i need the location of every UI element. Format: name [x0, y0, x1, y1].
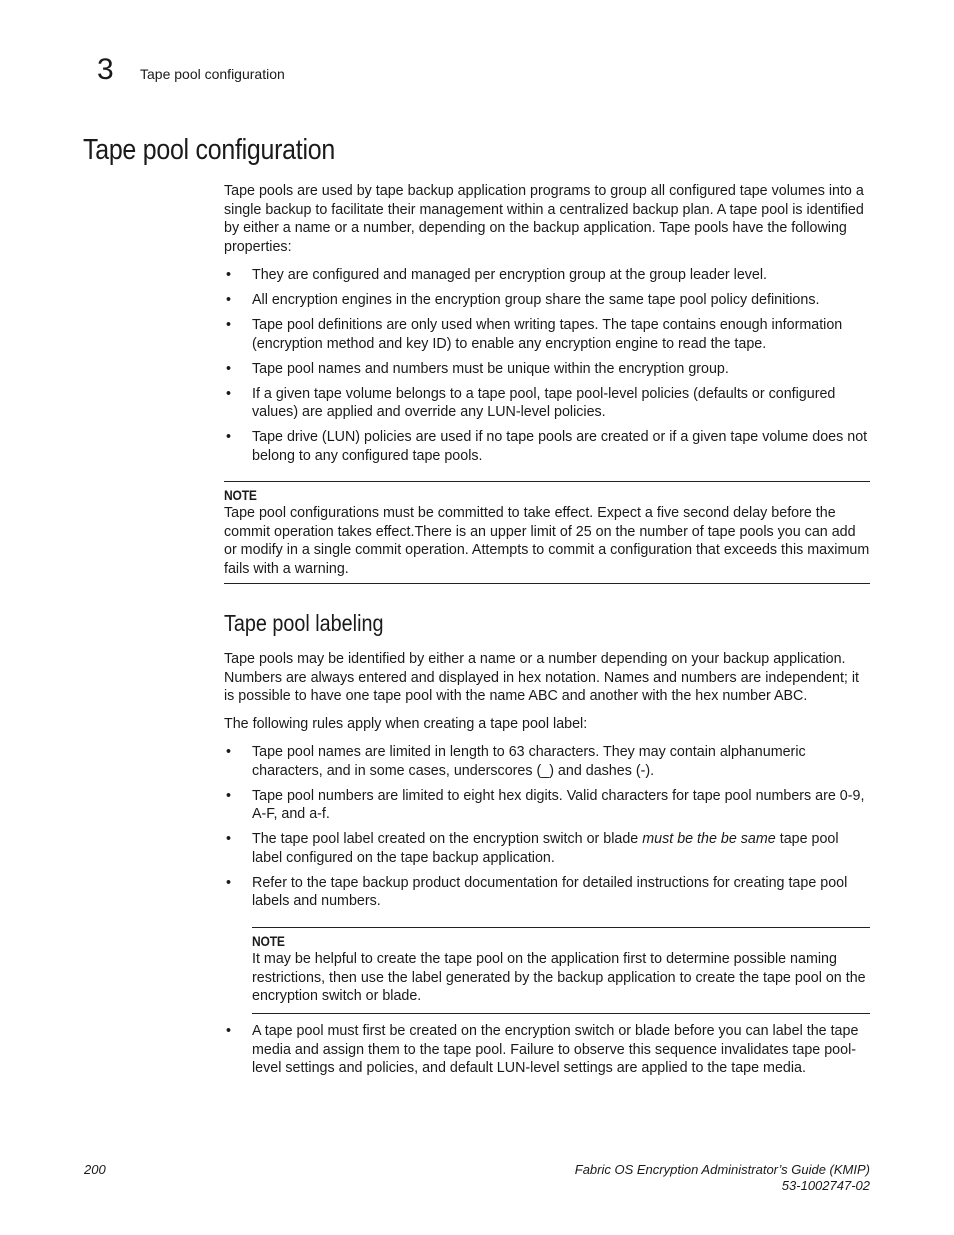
page-number: 200	[84, 1162, 106, 1177]
bullet-icon: •	[226, 291, 232, 308]
section-intro: Tape pools are used by tape backup application programs to group all configured tape volumes into a single backup to facilitate their management within a centralized backup plan. A tape pool is identified by either a name or a number, depending on the backup application. Tape pools have the following properties:	[224, 183, 864, 255]
bullet-icon: •	[226, 744, 232, 760]
rules-list-continued	[224, 1022, 872, 1078]
subsection-title: Tape pool labeling	[224, 610, 384, 636]
note-box	[252, 927, 870, 1014]
bullet-icon: •	[226, 874, 232, 891]
bullet-icon: •	[226, 360, 232, 377]
bullet-icon: •	[226, 831, 232, 848]
list-item: • Tape pool names and numbers must be unique within the encryption group.	[226, 360, 729, 377]
list-item: • The tape pool label created on the encryption switch or blade must be the be same tape pool label configured on the tape backup application.	[226, 831, 839, 866]
note-text: Tape pool configurations must be committed to take effect. Expect a five second delay before the commit operation takes effect.There is an upper limit of 25 on the number of tape pools you can add or modify in a single commit operation. Attempts to commit a configuration that exceeds this maximum fails with a warning.	[224, 505, 870, 577]
doc-title: Fabric OS Encryption Administrator’s Guide (KMIP)	[574, 1162, 870, 1177]
bullet-icon: •	[226, 316, 232, 333]
list-item: • If a given tape volume belongs to a tape pool, tape pool-level policies (defaults or configured values) are applied and override any LUN-level policies.	[226, 385, 836, 421]
note-text: It may be helpful to create the tape pool on the application first to determine possible naming restrictions, then use the label generated by the backup application to create the tape pool on the encryption switch or blade.	[252, 951, 866, 1005]
list-item: • Tape pool definitions are only used when writing tapes. The tape contains enough information (encryption method and key ID) to enable any encryption engine to read the tape.	[226, 316, 843, 352]
list-item: • Refer to the tape backup product documentation for detailed instructions for creating tape pool labels and numbers.	[226, 874, 848, 910]
running-head: Tape pool configuration	[140, 66, 285, 82]
chapter-number: 3	[97, 53, 114, 86]
list-item: • All encryption engines in the encryption group share the same tape pool policy definitions.	[226, 291, 820, 308]
footer-doc-info	[575, 1162, 870, 1194]
bullet-icon: •	[226, 1023, 232, 1039]
list-item: • Tape pool numbers are limited to eight hex digits. Valid characters for tape pool numbers are 0-9, A-F, and a-f.	[226, 787, 865, 823]
rules-intro: The following rules apply when creating a tape pool label:	[224, 716, 588, 732]
subsection-intro: Tape pools may be identified by either a name or a number depending on your backup application. Numbers are always entered and displayed in hex notation. Names and numbers are independent; it is possible to have one tape pool with the name ABC and another with the hex number ABC.	[224, 651, 860, 705]
note-label: NOTE	[252, 933, 285, 949]
rules-list	[224, 743, 872, 911]
bullet-icon: •	[226, 267, 232, 283]
bullet-icon: •	[226, 429, 232, 446]
page-title: Tape pool configuration	[83, 134, 335, 166]
doc-number: 53-1002747-02	[781, 1178, 870, 1193]
properties-list	[224, 266, 872, 465]
note-label: NOTE	[224, 487, 257, 503]
list-item: • Tape pool names are limited in length to 63 characters. They may contain alphanumeric characters, and in some cases, underscores (_) and dashes (-).	[226, 744, 806, 779]
list-item: • Tape drive (LUN) policies are used if no tape pools are created or if a given tape volume does not belong to any configured tape pools.	[226, 429, 868, 464]
list-item: • They are configured and managed per encryption group at the group leader level.	[226, 267, 768, 283]
note-box	[224, 481, 870, 584]
bullet-icon: •	[226, 787, 232, 804]
emphasis-text: must be the be same	[642, 831, 776, 848]
list-item: • A tape pool must first be created on the encryption switch or blade before you can label the tape media and assign them to the tape pool. Failure to observe this sequence invalidates tape pool-level settings and policies, and default LUN-level settings are applied to the tape media.	[226, 1023, 859, 1077]
bullet-icon: •	[226, 385, 232, 402]
